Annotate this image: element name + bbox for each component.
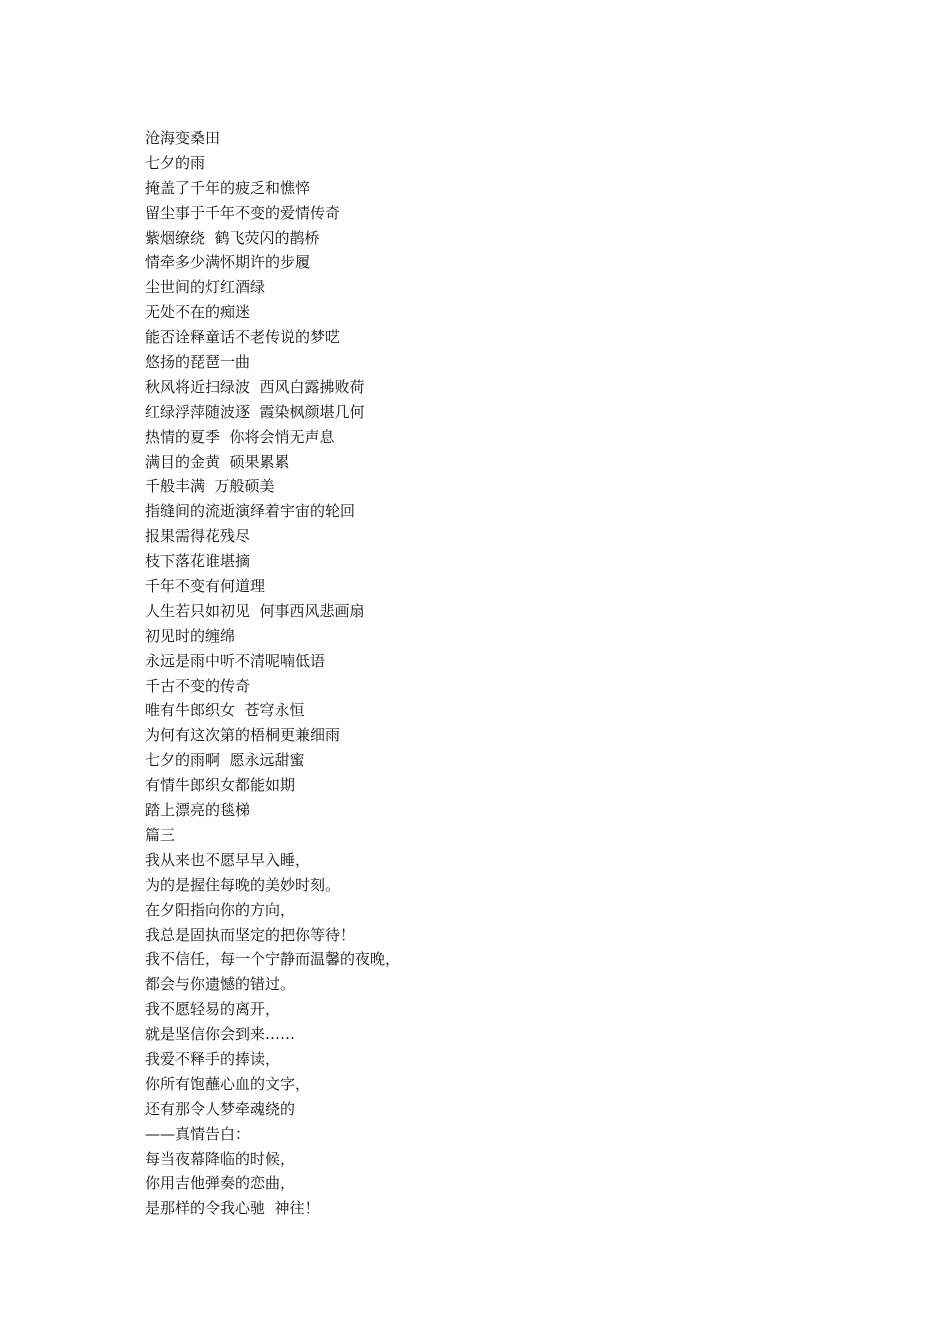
text-line: 我不愿轻易的离开， [145,1000,281,1019]
text-line: 我爱不释手的捧读， [145,1049,281,1068]
text-line: 都会与你遗憾的错过。 [145,975,296,994]
text-line: 为何有这次第的梧桐更兼细雨 [145,726,341,745]
text-line: 初见时的缠绵 [145,626,236,645]
text-line: 情牵多少满怀期许的步履 [145,253,311,272]
text-line: 有情牛郎织女都能如期 [145,776,296,795]
text-line: 我总是固执而坚定的把你等待！ [145,925,356,944]
text-line: 人生若只如初见 何事西风悲画扇 [145,601,365,620]
text-line: 就是坚信你会到来…… [145,1025,296,1044]
text-line: 永远是雨中听不清呢喃低语 [145,651,326,670]
text-line: 沧海变桑田 [145,129,221,147]
text-line: 枝下落花谁堪摘 [145,552,251,571]
text-line: 每当夜幕降临的时候， [145,1149,296,1168]
text-line: 报果需得花残尽 [145,527,251,546]
text-line: 踏上漂亮的毯梯 [145,801,251,820]
text-line: 指缝间的流逝演绎着宇宙的轮回 [145,502,356,521]
text-line: 千般丰满 万般硕美 [145,477,275,496]
text-line: 为的是握住每晚的美妙时刻。 [145,875,341,894]
text-line: 你用吉他弹奏的恋曲， [145,1174,296,1193]
text-line: 尘世间的灯红酒绿 [145,278,266,297]
text-line: 秋风将近扫绿波 西风白露拂败荷 [145,377,365,396]
text-line: 掩盖了千年的疲乏和憔悴 [145,178,311,197]
text-line: 七夕的雨 [145,153,206,172]
text-line: 热情的夏季 你将会悄无声息 [145,427,335,446]
text-line: 在夕阳指向你的方向， [145,900,296,919]
text-line: 千年不变有何道理 [145,577,266,596]
text-line: 满目的金黄 硕果累累 [145,452,290,471]
text-line: 悠扬的琵琶一曲 [145,353,251,372]
text-line: 紫烟缭绕 鹤飞荧闪的鹊桥 [145,228,320,247]
text-line: 你所有饱蘸心血的文字， [145,1074,311,1093]
text-line: 能否诠释童话不老传说的梦呓 [145,328,341,347]
text-line: 无处不在的痴迷 [145,303,251,322]
text-line: 我从来也不愿早早入睡， [145,850,311,869]
text-line: ——真情告白： [145,1124,251,1143]
text-line: 七夕的雨啊 愿永远甜蜜 [145,751,305,770]
text-line: 红绿浮萍随波逐 霞染枫颜堪几何 [145,402,365,421]
text-line: 留尘事于千年不变的爱情传奇 [145,203,341,222]
text-line: 还有那令人梦牵魂绕的 [145,1099,296,1118]
text-line: 千古不变的传奇 [145,676,251,695]
section-heading: 篇三 [145,825,176,844]
text-line: 是那样的令我心驰 神往！ [145,1199,320,1218]
text-line: 我不信任，每一个宁静而温馨的夜晚， [145,950,401,969]
poem-text-block [145,126,400,1221]
text-line: 唯有牛郎织女 苍穹永恒 [145,701,305,720]
